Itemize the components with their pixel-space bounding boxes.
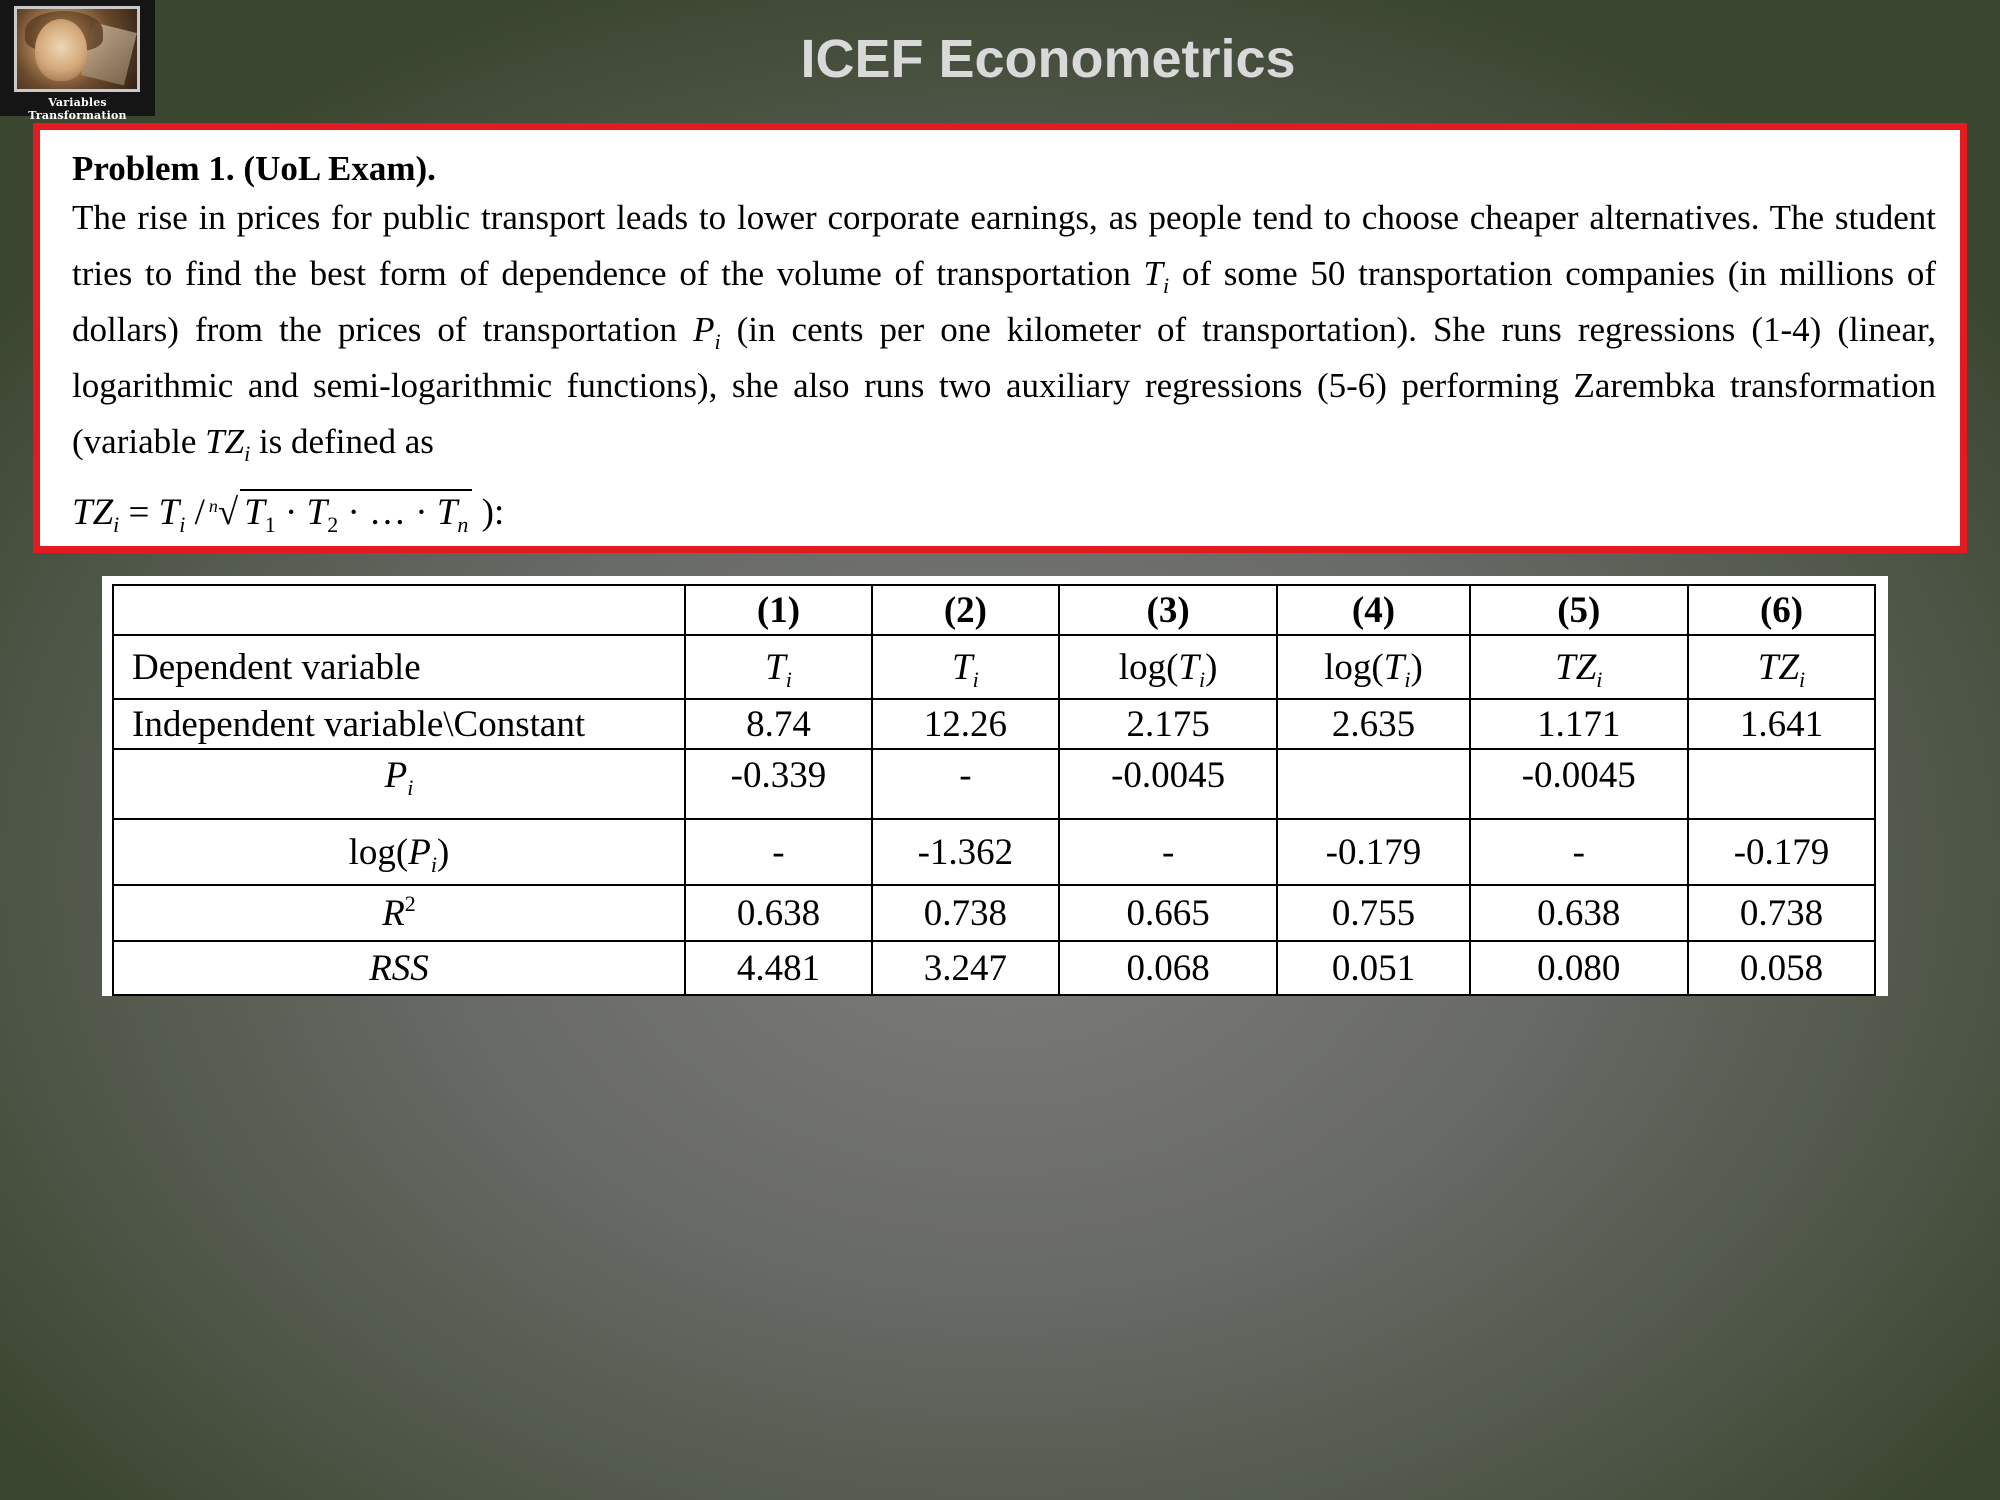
var-t: T (1143, 254, 1163, 293)
table-cell: 12.26 (872, 699, 1059, 749)
table-cell (1277, 749, 1469, 819)
table-cell: 2.175 (1059, 699, 1278, 749)
table-cell: 2.635 (1277, 699, 1469, 749)
column-header: (2) (872, 585, 1059, 635)
formula-tn: T (436, 492, 458, 533)
formula-dot: · (285, 492, 298, 533)
formula-slash: / (194, 492, 205, 533)
problem-statement (72, 190, 1936, 470)
table-cell: 0.068 (1059, 941, 1278, 995)
table-cell: $TZ_i$ (1470, 635, 1689, 699)
formula-sn: n (457, 512, 469, 537)
table-cell: 1.641 (1688, 699, 1875, 749)
regression-table (112, 584, 1876, 996)
regression-table-card (102, 576, 1888, 996)
formula-t1: T (244, 492, 265, 533)
table-cell: 0.665 (1059, 885, 1278, 941)
formula-dot: · (415, 492, 428, 533)
subscript-i: i (1163, 273, 1170, 298)
table-cell: 8.74 (685, 699, 872, 749)
table-cell: 4.481 (685, 941, 872, 995)
formula-s2: 2 (327, 512, 339, 537)
var-p: P (693, 310, 715, 349)
table-cell: -1.362 (872, 819, 1059, 885)
formula-sub: i (179, 512, 186, 537)
subscript-i: i (714, 329, 721, 354)
column-header: (4) (1277, 585, 1469, 635)
dependent-variable-row (113, 635, 1875, 699)
var-tz: TZ (205, 422, 245, 461)
table-cell: $T_i$ (872, 635, 1059, 699)
table-cell: $T_i$ (685, 635, 872, 699)
root-radicand (240, 489, 472, 535)
table-cell: 1.171 (1470, 699, 1689, 749)
column-header: (5) (1470, 585, 1689, 635)
table-cell: 0.755 (1277, 885, 1469, 941)
table-cell: 0.738 (872, 885, 1059, 941)
table-cell: 0.051 (1277, 941, 1469, 995)
table-cell: 0.638 (685, 885, 872, 941)
slide-title: ICEF Econometrics (800, 29, 1296, 89)
table-cell: $\log(T_i)$ (1277, 635, 1469, 699)
row-label: Dependent variable (113, 635, 685, 699)
row-label: $P_i$ (113, 749, 685, 819)
formula-dot: · (347, 492, 360, 533)
table-cell: -0.0045 (1059, 749, 1278, 819)
table-cell (1688, 749, 1875, 819)
zarembka-formula (72, 478, 1936, 541)
problem-text-part4: is defined as (258, 422, 434, 461)
rss-row (113, 941, 1875, 995)
problem-text-part2: of some 50 transportation companies (in millions of dollars) from the prices of transportation (72, 254, 1936, 349)
table-cell: - (685, 819, 872, 885)
r-squared-row (113, 885, 1875, 941)
log-price-row (113, 819, 1875, 885)
column-header: (3) (1059, 585, 1278, 635)
table-cell: -0.179 (1277, 819, 1469, 885)
formula-s1: 1 (264, 512, 276, 537)
table-header-row (113, 585, 1875, 635)
table-cell: -0.339 (685, 749, 872, 819)
root-index: n (208, 496, 218, 516)
table-cell: - (872, 749, 1059, 819)
row-label: $R^2$ (113, 885, 685, 941)
table-cell: - (1470, 819, 1689, 885)
row-label: RSS (113, 941, 685, 995)
table-cell: 0.058 (1688, 941, 1875, 995)
table-corner-cell (113, 585, 685, 635)
table-cell: -0.0045 (1470, 749, 1689, 819)
column-header: (1) (685, 585, 872, 635)
root-sign-icon: √ (217, 492, 239, 533)
row-label: Independent variable\Constant (113, 699, 685, 749)
table-cell: 0.638 (1470, 885, 1689, 941)
problem-text-part3: (in cents per one kilometer of transportation). She runs regressions (1-4) (linear, logarithmic and semi-logarithmic functions), she also runs two auxiliary regressions (5-6) performing Zarembka transformation (variable (72, 310, 1937, 461)
problem-box (33, 123, 1967, 553)
column-header: (6) (1688, 585, 1875, 635)
subscript-i: i (244, 441, 251, 466)
row-label: $\log(P_i)$ (113, 819, 685, 885)
problem-text-part1: The rise in prices for public transport leads to lower corporate earnings, as people tend to choose cheaper alternatives. The student tries to find the best form of dependence of the volume of transportation (72, 198, 1936, 293)
table-cell: $\log(T_i)$ (1059, 635, 1278, 699)
formula-ellipsis: … (369, 492, 407, 533)
table-cell: 0.738 (1688, 885, 1875, 941)
formula-eq: = (128, 492, 150, 533)
formula-t2: T (306, 492, 328, 533)
table-cell: -0.179 (1688, 819, 1875, 885)
price-row (113, 749, 1875, 819)
logo-caption: Variables Transformation (28, 96, 127, 122)
table-cell: $TZ_i$ (1688, 635, 1875, 699)
problem-heading: Problem 1. (UoL Exam). (72, 149, 436, 188)
table-cell: 0.080 (1470, 941, 1689, 995)
formula-close: ): (481, 492, 505, 533)
formula-lhs: TZ (72, 492, 114, 533)
table-cell: 3.247 (872, 941, 1059, 995)
formula-t: T (158, 492, 180, 533)
formula-sub: i (113, 512, 120, 537)
constant-row (113, 699, 1875, 749)
table-cell: - (1059, 819, 1278, 885)
